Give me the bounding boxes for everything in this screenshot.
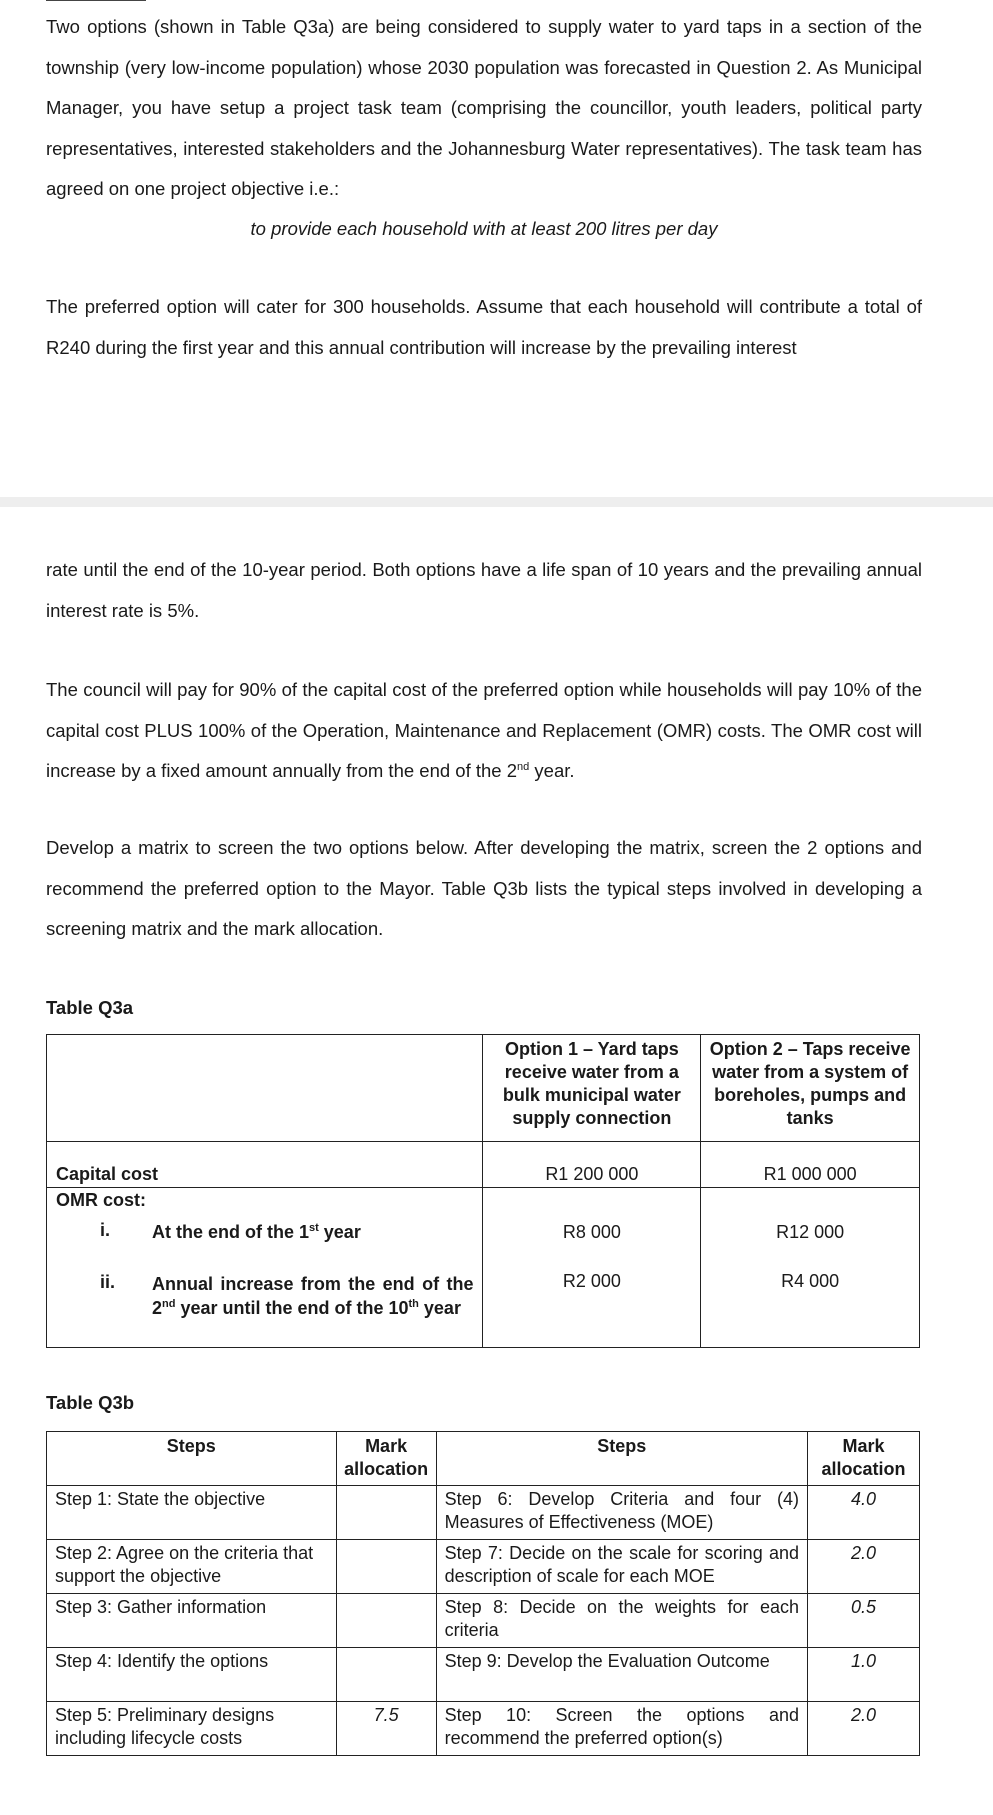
paragraph-households: The preferred option will cater for 300 households. Assume that each household will contribute a total of R240 during the first year and this annual contribution will increase by the prevailing interest: [46, 296, 922, 358]
capital-cost-option2: R1 000 000: [701, 1142, 920, 1188]
omr-item-ii-sup-b: th: [408, 1298, 419, 1310]
step-left: Step 3: Gather information: [47, 1594, 337, 1648]
step-right: Step 6: Develop Criteria and four (4) Measures of Effectiveness (MOE): [436, 1486, 807, 1540]
mark-right: 2.0: [808, 1702, 920, 1756]
omr-item-ii-text-a: Annual increase from the end of the 2: [152, 1274, 474, 1318]
table-row: [47, 1648, 920, 1702]
step-right: Step 9: Develop the Evaluation Outcome: [436, 1648, 807, 1702]
mark-header-left: Mark allocation: [336, 1432, 436, 1486]
paragraph-matrix: Develop a matrix to screen the two options below. After developing the matrix, screen the 2 options and recommend the preferred option to the Mayor. Table Q3b lists the typical steps involved in developing a screening matrix and the mark allocation.: [46, 837, 922, 939]
paragraph-intro: Two options (shown in Table Q3a) are being considered to supply water to yard taps in a section of the township (very low-income population) whose 2030 population was forecasted in Question 2. As Municipal Manager, you have setup a project task team (comprising the councillor, youth leaders, political party representatives, interested stakeholders and the Johannesburg Water representatives). The task team has agreed on one project objective i.e.:: [46, 16, 922, 199]
omr-item-ii-text-c: year: [418, 1298, 461, 1318]
paragraph-council-tail: year.: [529, 760, 575, 781]
table-q3a-header-row: [47, 1035, 920, 1142]
table-q3a-blank-header: [47, 1035, 483, 1142]
omr-item-ii-text-b: year until the end of the 10: [175, 1298, 409, 1318]
table-q3b-title: Table Q3b: [46, 1392, 135, 1413]
omr-option2-cell: [701, 1188, 920, 1348]
omr-item-ii-sup-a: nd: [162, 1298, 176, 1310]
page-break: [0, 497, 993, 507]
omr-item-i-text: [152, 1220, 473, 1244]
paragraph-council-sup: nd: [517, 760, 530, 773]
capital-cost-row: [47, 1142, 920, 1188]
steps-header-right: Steps: [436, 1432, 807, 1486]
omr-item-i: [47, 1220, 482, 1244]
omr-ii-option1: R2 000: [562, 1271, 621, 1291]
mark-left: [336, 1648, 436, 1702]
omr-item-i-number: i.: [100, 1220, 111, 1240]
step-right: Step 10: Screen the options and recommend the preferred option(s): [436, 1702, 807, 1756]
omr-item-ii: [47, 1272, 482, 1320]
capital-cost-option1: R1 200 000: [483, 1142, 701, 1188]
step-left: Step 5: Preliminary designs including lifecycle costs: [47, 1702, 337, 1756]
omr-option1-cell: [483, 1188, 701, 1348]
table-row: [47, 1594, 920, 1648]
capital-cost-label: Capital cost: [47, 1142, 483, 1188]
table-row: [47, 1702, 920, 1756]
mark-left: [336, 1594, 436, 1648]
mark-right: 0.5: [808, 1594, 920, 1648]
omr-item-i-sup: st: [309, 1222, 319, 1234]
mark-left: [336, 1540, 436, 1594]
step-right: Step 8: Decide on the weights for each criteria: [436, 1594, 807, 1648]
omr-cost-label: OMR cost:: [56, 1190, 146, 1210]
mark-left: 7.5: [336, 1702, 436, 1756]
project-objective: to provide each household with at least 200 litres per day: [250, 218, 718, 239]
paragraph-council-text: The council will pay for 90% of the capital cost of the preferred option while households will pay 10% of the capital cost PLUS 100% of the Operation, Maintenance and Replacement (OMR) costs. The OMR cost will increase by a fixed amount annually from the end of the 2: [46, 679, 922, 781]
option1-header: Option 1 – Yard taps receive water from a bulk municipal water supply connection: [483, 1035, 701, 1142]
omr-cost-row: [47, 1188, 920, 1348]
table-q3a-title: Table Q3a: [46, 997, 134, 1018]
mark-right: 2.0: [808, 1540, 920, 1594]
omr-i-option2: R12 000: [776, 1222, 845, 1242]
step-left: Step 2: Agree on the criteria that support the objective: [47, 1540, 337, 1594]
omr-cost-label-cell: [47, 1188, 483, 1348]
omr-item-ii-number: ii.: [100, 1272, 116, 1292]
omr-i-option1: R8 000: [562, 1222, 621, 1242]
mark-right: 4.0: [808, 1486, 920, 1540]
mark-right: 1.0: [808, 1648, 920, 1702]
omr-item-i-text-a: At the end of the 1: [152, 1222, 309, 1242]
omr-ii-option2: R4 000: [781, 1271, 840, 1291]
table-row: [47, 1540, 920, 1594]
header-rule: [46, 0, 146, 1]
paragraph-interest: rate until the end of the 10-year period. Both options have a life span of 10 years and the prevailing annual interest rate is 5%.: [46, 559, 922, 621]
mark-header-right: Mark allocation: [808, 1432, 920, 1486]
step-right: Step 7: Decide on the scale for scoring and description of scale for each MOE: [436, 1540, 807, 1594]
steps-header-left: Steps: [47, 1432, 337, 1486]
mark-left: [336, 1486, 436, 1540]
table-q3b-header-row: [47, 1432, 920, 1486]
table-row: [47, 1486, 920, 1540]
step-left: Step 4: Identify the options: [47, 1648, 337, 1702]
table-q3a: [46, 1034, 920, 1348]
omr-item-ii-text: [152, 1272, 473, 1320]
omr-item-i-tail: year: [318, 1222, 361, 1242]
option2-header: Option 2 – Taps receive water from a system of boreholes, pumps and tanks: [701, 1035, 920, 1142]
table-q3b: [46, 1431, 920, 1756]
step-left: Step 1: State the objective: [47, 1486, 337, 1540]
paragraph-council: [46, 670, 922, 792]
